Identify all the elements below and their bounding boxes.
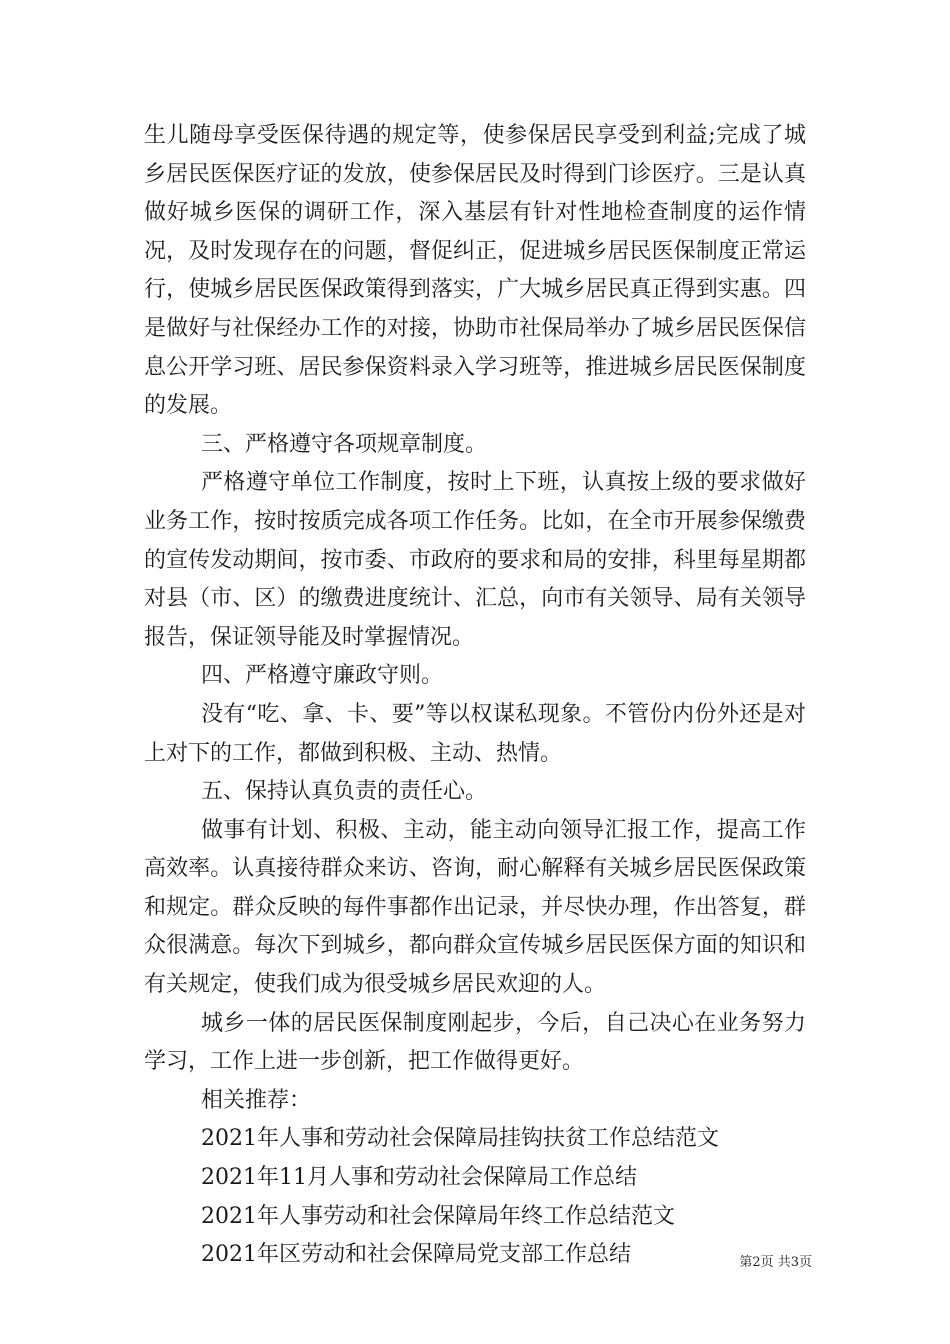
paragraph-continued: 生儿随母享受医保待遇的规定等，使参保居民享受到利益;完成了城乡居民医保医疗证的发放，使参保居民及时得到门诊医疗。三是认真做好城乡医保的调研工作，深入基层有针对性地检查制度的运作情况，及时发现存在的问题，督促纠正，促进城乡居民医保制度正常运行，使城乡居民医保政策得到落实，广大城乡居民真正得到实惠。四是做好与社保经办工作的对接，协助市社保局举办了城乡居民医保信息公开学习班、居民参保资料录入学习班等，推进城乡居民医保制度的发展。 bbox=[144, 123, 806, 419]
closing-paragraph: 城乡一体的居民医保制度刚起步，今后，自己决心在业务努力学习，工作上进一步创新，把工作做得更好。 bbox=[144, 1010, 806, 1075]
section-heading-4: 四、严格遵守廉政守则。 bbox=[201, 663, 444, 689]
section-heading-3: 三、严格遵守各项规章制度。 bbox=[201, 431, 488, 457]
paragraph: 做事有计划、积极、主动，能主动向领导汇报工作，提高工作高效率。认真接待群众来访、咨询，耐心解释有关城乡居民医保政策和规定。群众反映的每件事都作出记录，并尽快办理，作出答复，群众很满意。每次下到城乡，都向群众宣传城乡居民医保方面的知识和有关规定，使我们成为很受城乡居民欢迎的人。 bbox=[144, 817, 806, 998]
related-link[interactable]: 2021年区劳动和社会保障局党支部工作总结 bbox=[201, 1242, 631, 1268]
paragraph: 严格遵守单位工作制度，按时上下班，认真按上级的要求做好业务工作，按时按质完成各项工作任务。比如，在全市开展参保缴费的宣传发动期间，按市委、市政府的要求和局的安排，科里每星期都对县（市、区）的缴费进度统计、汇总，向市有关领导、局有关领导报告，保证领导能及时掌握情况。 bbox=[144, 470, 806, 650]
section-heading-5: 五、保持认真负责的责任心。 bbox=[201, 779, 488, 805]
related-link[interactable]: 2021年11月人事和劳动社会保障局工作总结 bbox=[201, 1165, 637, 1191]
related-link[interactable]: 2021年人事和劳动社会保障局挂钩扶贫工作总结范文 bbox=[201, 1126, 719, 1152]
document-body bbox=[144, 117, 806, 1275]
page-number: 第2页 共3页 bbox=[739, 1255, 812, 1270]
related-link[interactable]: 2021年人事劳动和社会保障局年终工作总结范文 bbox=[201, 1203, 675, 1229]
paragraph: 没有“吃、拿、卡、要”等以权谋私现象。不管份内份外还是对上对下的工作，都做到积极、主动、热情。 bbox=[144, 701, 806, 766]
related-title: 相关推荐： bbox=[201, 1087, 312, 1113]
related-list bbox=[144, 1120, 806, 1274]
